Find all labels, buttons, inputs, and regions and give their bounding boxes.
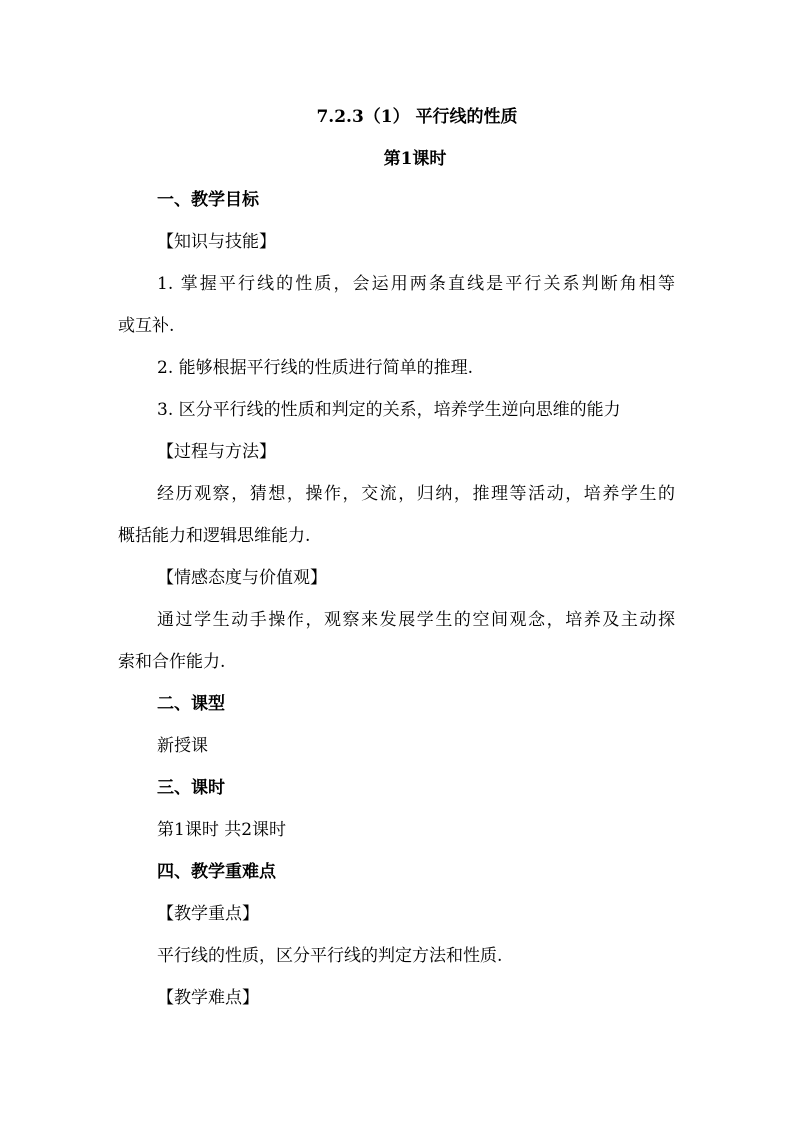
subheading-difficulty: 【教学难点】 [157, 988, 259, 1008]
emotion-line-2: 索和合作能力. [118, 652, 226, 672]
knowledge-item-1-line-1: 1. 掌握平行线的性质，会运用两条直线是平行关系判断角相等 [157, 274, 675, 294]
emotion-line-1: 通过学生动手操作，观察来发展学生的空间观念，培养及主动探 [157, 610, 675, 630]
knowledge-item-3: 3. 区分平行线的性质和判定的关系，培养学生逆向思维的能力 [157, 400, 621, 420]
process-line-1: 经历观察，猜想，操作，交流，归纳，推理等活动，培养学生的 [157, 484, 675, 504]
lesson-period-value: 第1课时 共2课时 [157, 820, 287, 840]
subheading-process: 【过程与方法】 [157, 442, 276, 462]
section-heading-period: 三、课时 [157, 778, 225, 798]
subheading-focus: 【教学重点】 [157, 904, 259, 924]
section-heading-keypoints: 四、教学重难点 [157, 862, 276, 882]
lesson-subtitle: 第1课时 [383, 149, 447, 169]
subheading-knowledge: 【知识与技能】 [157, 232, 276, 252]
focus-value: 平行线的性质，区分平行线的判定方法和性质. [157, 946, 503, 966]
process-line-2: 概括能力和逻辑思维能力. [118, 526, 311, 546]
knowledge-item-2: 2. 能够根据平行线的性质进行简单的推理. [157, 358, 474, 378]
section-heading-goals: 一、教学目标 [157, 190, 259, 210]
page-title: 7.2.3（1） 平行线的性质 [316, 107, 518, 127]
knowledge-item-1-line-2: 或互补. [118, 316, 175, 336]
section-heading-type: 二、课型 [157, 694, 225, 714]
lesson-type-value: 新授课 [157, 736, 208, 756]
subheading-emotion: 【情感态度与价值观】 [157, 568, 327, 588]
